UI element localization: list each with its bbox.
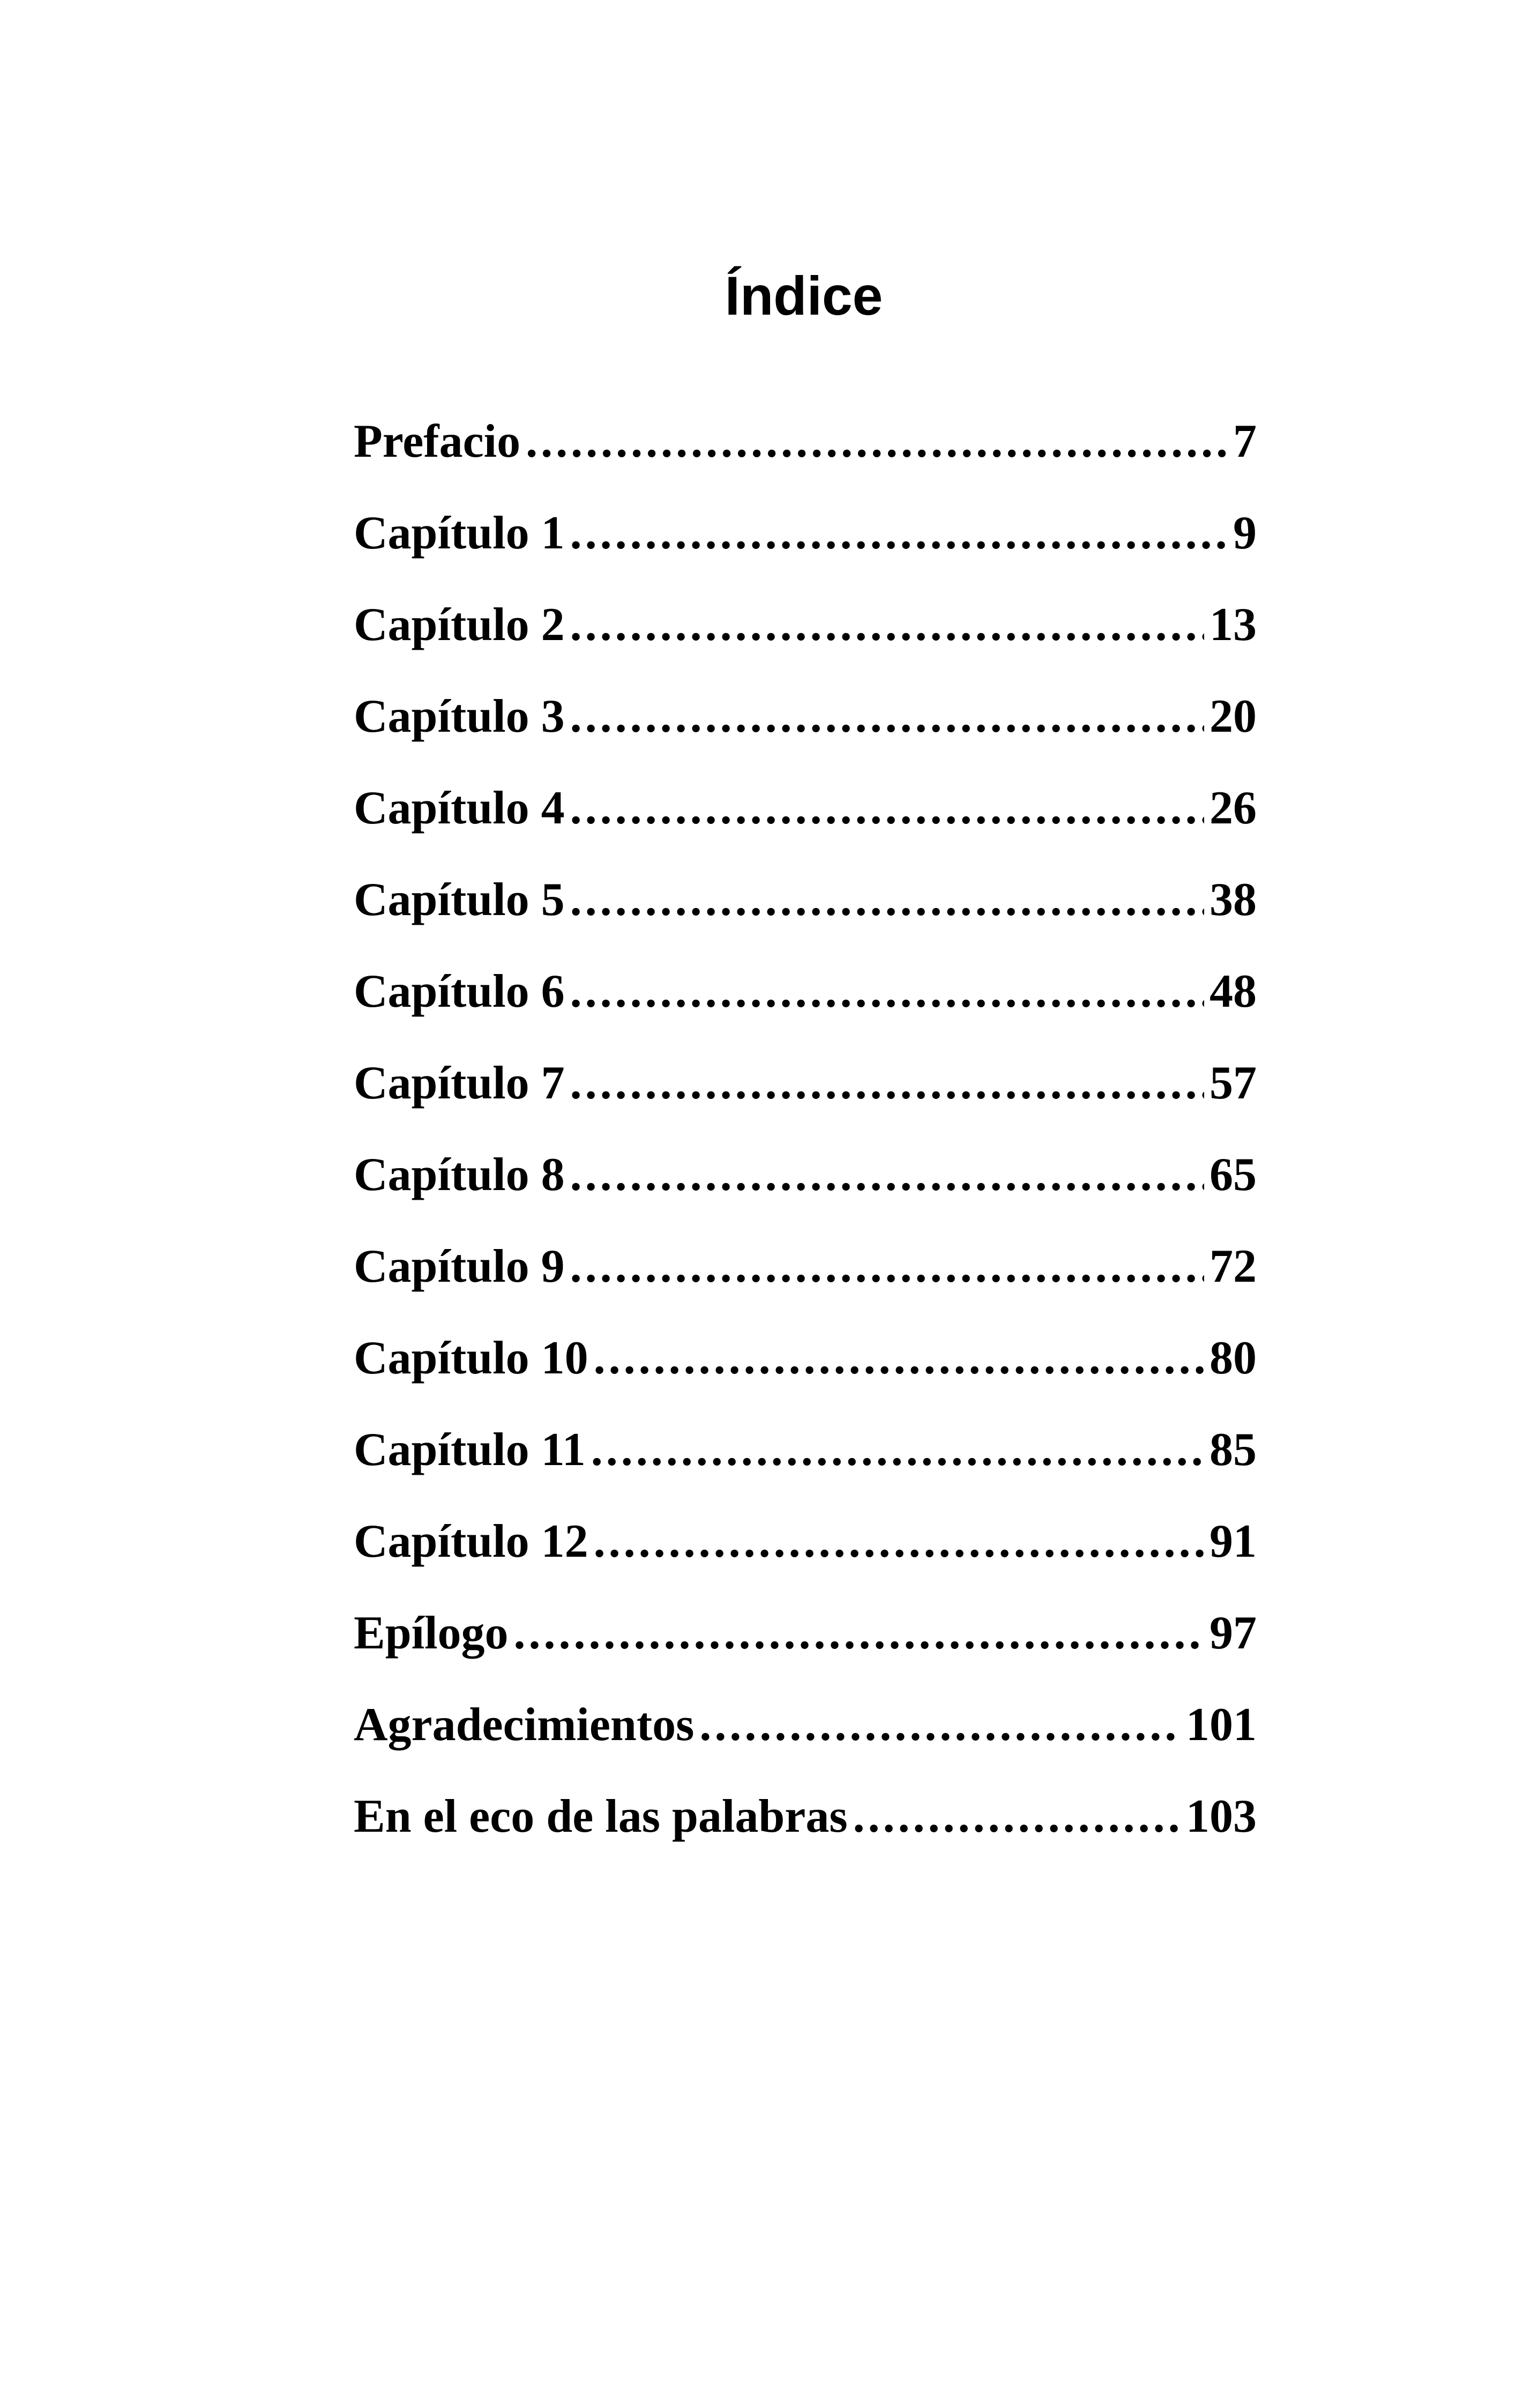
toc-entry xyxy=(354,762,1257,854)
toc-entry xyxy=(354,1221,1257,1312)
toc-entry-page-number: 72 xyxy=(1210,1240,1257,1292)
dot-leader xyxy=(594,1514,1204,1569)
toc-entry-label: Capítulo 3 xyxy=(354,690,565,742)
toc-entry-page-number: 97 xyxy=(1210,1607,1257,1659)
toc-entry-label: Epílogo xyxy=(354,1607,509,1659)
toc-entry-label: Prefacio xyxy=(354,415,521,467)
dot-leader xyxy=(570,781,1204,835)
toc-entry xyxy=(354,1587,1257,1679)
toc-entry-label: Capítulo 4 xyxy=(354,782,565,834)
toc-entry-page-number: 20 xyxy=(1210,690,1257,742)
toc-entry-label: Capítulo 5 xyxy=(354,874,565,926)
toc-entry xyxy=(354,1679,1257,1771)
toc-entry xyxy=(354,1771,1257,1862)
dot-leader xyxy=(594,1331,1204,1385)
toc-entry xyxy=(354,487,1257,579)
dot-leader xyxy=(570,689,1204,744)
toc-entry-page-number: 9 xyxy=(1233,507,1257,559)
dot-leader xyxy=(699,1698,1181,1752)
dot-leader xyxy=(526,414,1228,469)
toc-entry-page-number: 101 xyxy=(1186,1699,1257,1751)
dot-leader xyxy=(570,1056,1204,1110)
toc-entry-label: Capítulo 7 xyxy=(354,1057,565,1109)
toc-entry-label: En el eco de las palabras xyxy=(354,1790,848,1842)
dot-leader xyxy=(570,964,1204,1019)
toc-entry-page-number: 26 xyxy=(1210,782,1257,834)
toc-entry-label: Capítulo 9 xyxy=(354,1240,565,1292)
toc-entry xyxy=(354,1037,1257,1129)
toc-entry-page-number: 38 xyxy=(1210,874,1257,926)
dot-leader xyxy=(514,1606,1204,1660)
dot-leader xyxy=(570,598,1204,652)
toc-entry-page-number: 65 xyxy=(1210,1149,1257,1201)
toc-entry xyxy=(354,1404,1257,1496)
toc-entry xyxy=(354,1312,1257,1404)
toc-entry xyxy=(354,854,1257,946)
toc-entry-label: Capítulo 2 xyxy=(354,599,565,651)
toc-entry-page-number: 91 xyxy=(1210,1515,1257,1567)
toc-entry-label: Capítulo 6 xyxy=(354,965,565,1017)
toc-entry-page-number: 48 xyxy=(1210,965,1257,1017)
toc-entry-label: Capítulo 12 xyxy=(354,1515,588,1567)
toc-entry-label: Agradecimientos xyxy=(354,1699,695,1751)
toc-entry-label: Capítulo 10 xyxy=(354,1332,588,1384)
toc-entry xyxy=(354,579,1257,671)
toc-entry-label: Capítulo 8 xyxy=(354,1149,565,1201)
toc-entry-page-number: 80 xyxy=(1210,1332,1257,1384)
page-title: Índice xyxy=(725,265,883,326)
toc-entry-page-number: 13 xyxy=(1210,599,1257,651)
toc-entry xyxy=(354,671,1257,762)
dot-leader xyxy=(570,1148,1204,1202)
toc-entry-page-number: 85 xyxy=(1210,1424,1257,1476)
toc-entry-page-number: 103 xyxy=(1186,1790,1257,1842)
dot-leader xyxy=(570,506,1228,560)
dot-leader xyxy=(570,1239,1204,1294)
dot-leader xyxy=(591,1423,1204,1477)
dot-leader xyxy=(570,873,1204,927)
toc-entry-page-number: 57 xyxy=(1210,1057,1257,1109)
toc-entry xyxy=(354,1129,1257,1221)
toc-entry-page-number: 7 xyxy=(1233,415,1257,467)
toc-entry-label: Capítulo 11 xyxy=(354,1424,586,1476)
dot-leader xyxy=(853,1789,1181,1844)
toc-entry-label: Capítulo 1 xyxy=(354,507,565,559)
toc-entry xyxy=(354,1496,1257,1587)
table-of-contents xyxy=(354,396,1257,1862)
toc-entry xyxy=(354,396,1257,487)
toc-entry xyxy=(354,946,1257,1037)
